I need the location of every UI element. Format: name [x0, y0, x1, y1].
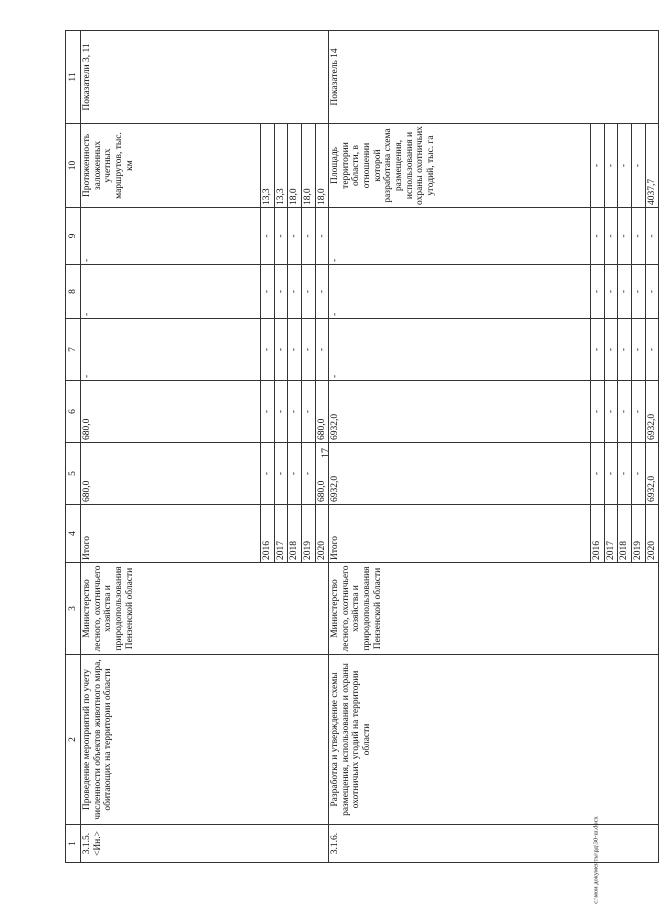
responsible-agency: Министерство лесного, охотничьего хозяйства и природопользования Пензенской области	[81, 563, 329, 655]
year-cell: -	[315, 319, 329, 381]
year-cell: -	[618, 381, 632, 443]
year-cell: -	[618, 265, 632, 319]
total-cell: 680,0	[81, 381, 261, 443]
year-cell: -	[645, 265, 659, 319]
year-cell: 680,0	[315, 381, 329, 443]
year-cell: -	[604, 319, 618, 381]
year-cell: -	[315, 208, 329, 265]
year-label: 2018	[288, 505, 302, 563]
year-cell: -	[274, 208, 288, 265]
column-number: 1	[66, 825, 81, 863]
year-cell: -	[301, 443, 315, 505]
year-cell: -	[274, 319, 288, 381]
year-indicator-value: 13,3	[261, 124, 275, 208]
year-cell: -	[261, 381, 275, 443]
year-cell: -	[604, 208, 618, 265]
total-cell: -	[329, 208, 591, 265]
column-number: 8	[66, 265, 81, 319]
footer-file-path: c:\мои документы\рд\30-ш.docx	[592, 816, 600, 904]
year-label: 2019	[632, 505, 646, 563]
total-cell: 680,0	[81, 443, 261, 505]
page-number: 17	[320, 448, 332, 458]
year-cell: -	[604, 265, 618, 319]
rotated-table-frame	[65, 31, 657, 863]
year-indicator-value: -	[591, 124, 605, 208]
column-number: 6	[66, 381, 81, 443]
measure-number: 3.1.6.	[329, 825, 659, 863]
year-label: 2016	[591, 505, 605, 563]
year-cell: -	[301, 381, 315, 443]
year-cell: 6932,0	[645, 443, 659, 505]
year-cell: -	[591, 208, 605, 265]
table-body	[66, 31, 659, 863]
year-cell: -	[274, 265, 288, 319]
year-cell: -	[591, 319, 605, 381]
year-indicator-value: 18,0	[315, 124, 329, 208]
column-number: 10	[66, 124, 81, 208]
indicator-name: Протяженность заложенных учетных маршрутов, тыс. км	[81, 124, 261, 208]
year-cell: -	[632, 208, 646, 265]
indicator-name: Площадь территории области, в отношении которой разработана схема размещения, использования и охраны охотничьих угодий, тыс. га	[329, 124, 591, 208]
total-label: Итого	[329, 505, 591, 563]
year-indicator-value: 18,0	[301, 124, 315, 208]
year-cell: -	[618, 443, 632, 505]
year-indicator-value: -	[618, 124, 632, 208]
year-cell: 6932,0	[645, 381, 659, 443]
year-label: 2020	[315, 505, 329, 563]
total-label: Итого	[81, 505, 261, 563]
year-indicator-value: 4037,7	[645, 124, 659, 208]
year-cell: -	[261, 443, 275, 505]
column-number: 4	[66, 505, 81, 563]
year-cell: -	[591, 381, 605, 443]
year-indicator-value: -	[604, 124, 618, 208]
year-cell: -	[274, 381, 288, 443]
indicator-note: Показатели 3, 11	[81, 31, 329, 124]
column-number: 3	[66, 563, 81, 655]
measure-title: Проведение мероприятий по учету численности объектов животного мира, обитающих на территории области	[81, 655, 329, 825]
total-cell: -	[81, 265, 261, 319]
table-container	[65, 31, 657, 863]
year-cell: -	[288, 443, 302, 505]
year-cell: -	[632, 319, 646, 381]
total-cell: -	[329, 265, 591, 319]
year-label: 2020	[645, 505, 659, 563]
year-cell: -	[288, 265, 302, 319]
total-cell: -	[81, 208, 261, 265]
year-cell: -	[632, 381, 646, 443]
year-cell: -	[618, 208, 632, 265]
year-cell: -	[288, 381, 302, 443]
year-label: 2017	[604, 505, 618, 563]
year-cell: 680,0	[315, 443, 329, 505]
column-number: 7	[66, 319, 81, 381]
total-cell: 6932,0	[329, 443, 591, 505]
year-cell: -	[301, 265, 315, 319]
table-row	[81, 31, 261, 863]
year-label: 2016	[261, 505, 275, 563]
year-cell: -	[632, 443, 646, 505]
year-cell: -	[632, 265, 646, 319]
total-cell: -	[329, 319, 591, 381]
year-cell: -	[301, 319, 315, 381]
column-number: 5	[66, 443, 81, 505]
year-cell: -	[591, 265, 605, 319]
year-cell: -	[288, 208, 302, 265]
column-number: 2	[66, 655, 81, 825]
year-cell: -	[645, 319, 659, 381]
year-cell: -	[604, 443, 618, 505]
year-cell: -	[261, 265, 275, 319]
responsible-agency: Министерство лесного, охотничьего хозяйства и природопользования Пензенской области	[329, 563, 659, 655]
year-cell: -	[274, 443, 288, 505]
total-cell: -	[81, 319, 261, 381]
column-number: 11	[66, 31, 81, 124]
year-cell: -	[261, 208, 275, 265]
year-indicator-value: 13,3	[274, 124, 288, 208]
year-cell: -	[591, 443, 605, 505]
year-label: 2018	[618, 505, 632, 563]
total-cell: 6932,0	[329, 381, 591, 443]
table-row	[329, 31, 591, 863]
year-label: 2019	[301, 505, 315, 563]
measure-title: Разработка и утверждение схемы размещения, использования и охраны охотничьих угодий на территории области	[329, 655, 659, 825]
year-cell: -	[645, 208, 659, 265]
year-cell: -	[604, 381, 618, 443]
year-cell: -	[288, 319, 302, 381]
year-cell: -	[315, 265, 329, 319]
year-cell: -	[618, 319, 632, 381]
column-number: 9	[66, 208, 81, 265]
year-label: 2017	[274, 505, 288, 563]
measure-number: 3.1.5. <Ин.>	[81, 825, 329, 863]
column-number-row	[66, 31, 81, 863]
indicator-note: Показатель 14	[329, 31, 659, 124]
year-cell: -	[301, 208, 315, 265]
year-indicator-value: 18,0	[288, 124, 302, 208]
measures-table	[65, 30, 659, 863]
year-indicator-value: -	[632, 124, 646, 208]
year-cell: -	[261, 319, 275, 381]
